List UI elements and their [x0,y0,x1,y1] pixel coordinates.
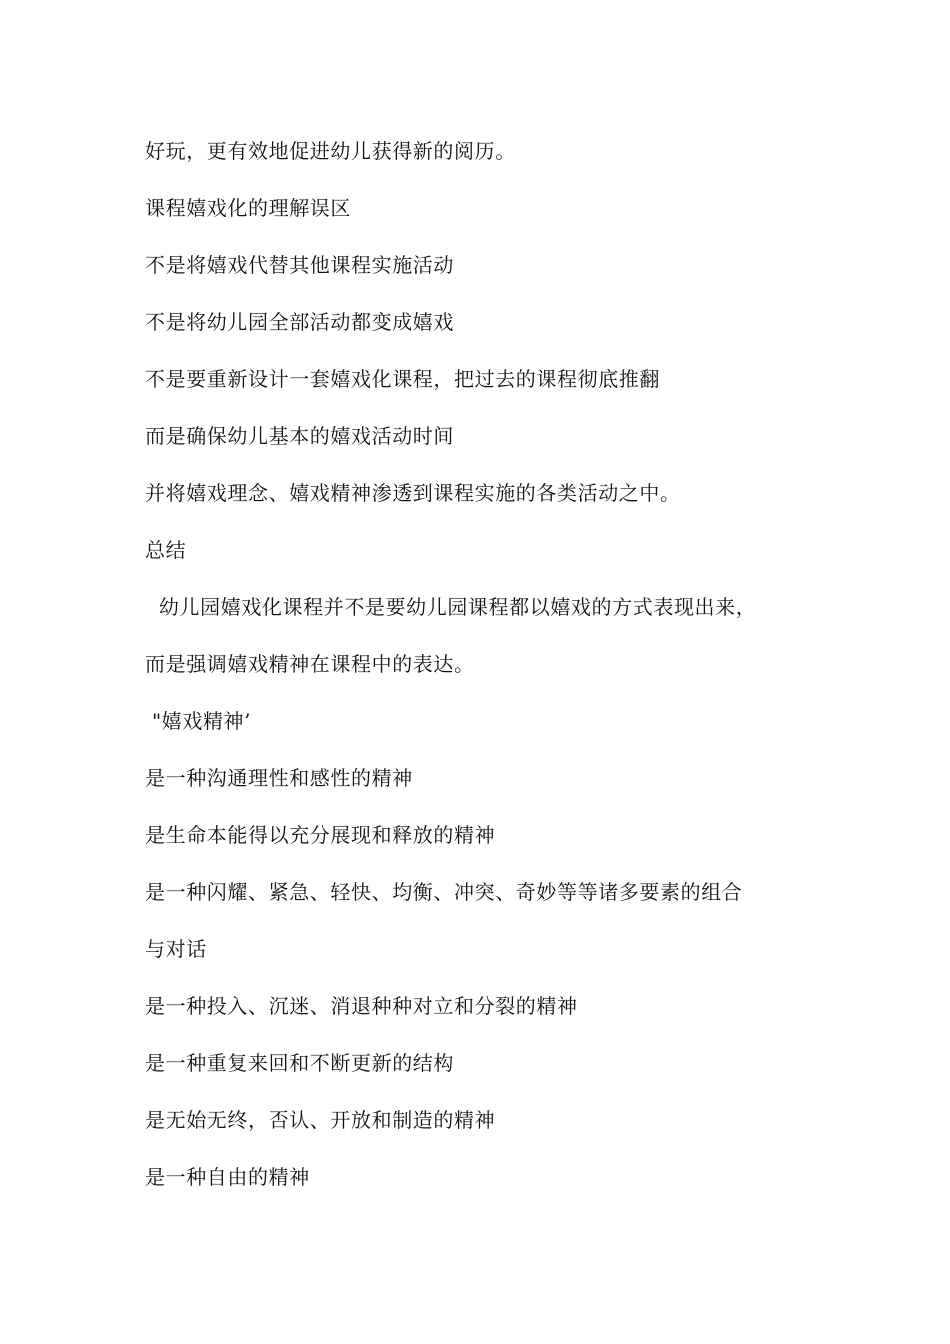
text-line: 是无始无终，否认、开放和制造的精神 [145,1108,496,1132]
text-line: 而是强调嬉戏精神在课程中的表达。 [145,652,475,676]
text-line: 好玩，更有效地促进幼儿获得新的阅历。 [145,139,516,163]
text-line: 是生命本能得以充分展现和释放的精神 [145,823,496,847]
text-line: 是一种闪耀、紧急、轻快、均衡、冲突、奇妙等等诸多要素的组合 [145,880,743,904]
text-line: 并将嬉戏理念、嬉戏精神渗透到课程实施的各类活动之中。 [145,481,681,505]
text-line: 与对话 [145,937,207,961]
text-line: 是一种重复来回和不断更新的结构 [145,1051,454,1075]
text-line: 不是将幼儿园全部活动都变成嬉戏 [145,310,454,334]
section-heading: 课程嬉戏化的理解误区 [145,196,351,220]
section-heading: 总结 [145,538,187,562]
text-line: 而是确保幼儿基本的嬉戏活动时间 [145,424,454,448]
text-body [145,133,825,1216]
text-line: 是一种沟通理性和感性的精神 [145,766,413,790]
text-line: 是一种投入、沉迷、消退种种对立和分裂的精神 [145,994,578,1018]
text-line: 不是要重新设计一套嬉戏化课程，把过去的课程彻底推翻 [145,367,660,391]
text-line: 不是将嬉戏代替其他课程实施活动 [145,253,454,277]
text-line: 幼儿园嬉戏化课程并不是要幼儿园课程都以嬉戏的方式表现出来， [145,595,757,619]
text-line: 是一种自由的精神 [145,1165,310,1189]
text-line: "嬉戏精神’ [145,709,252,733]
